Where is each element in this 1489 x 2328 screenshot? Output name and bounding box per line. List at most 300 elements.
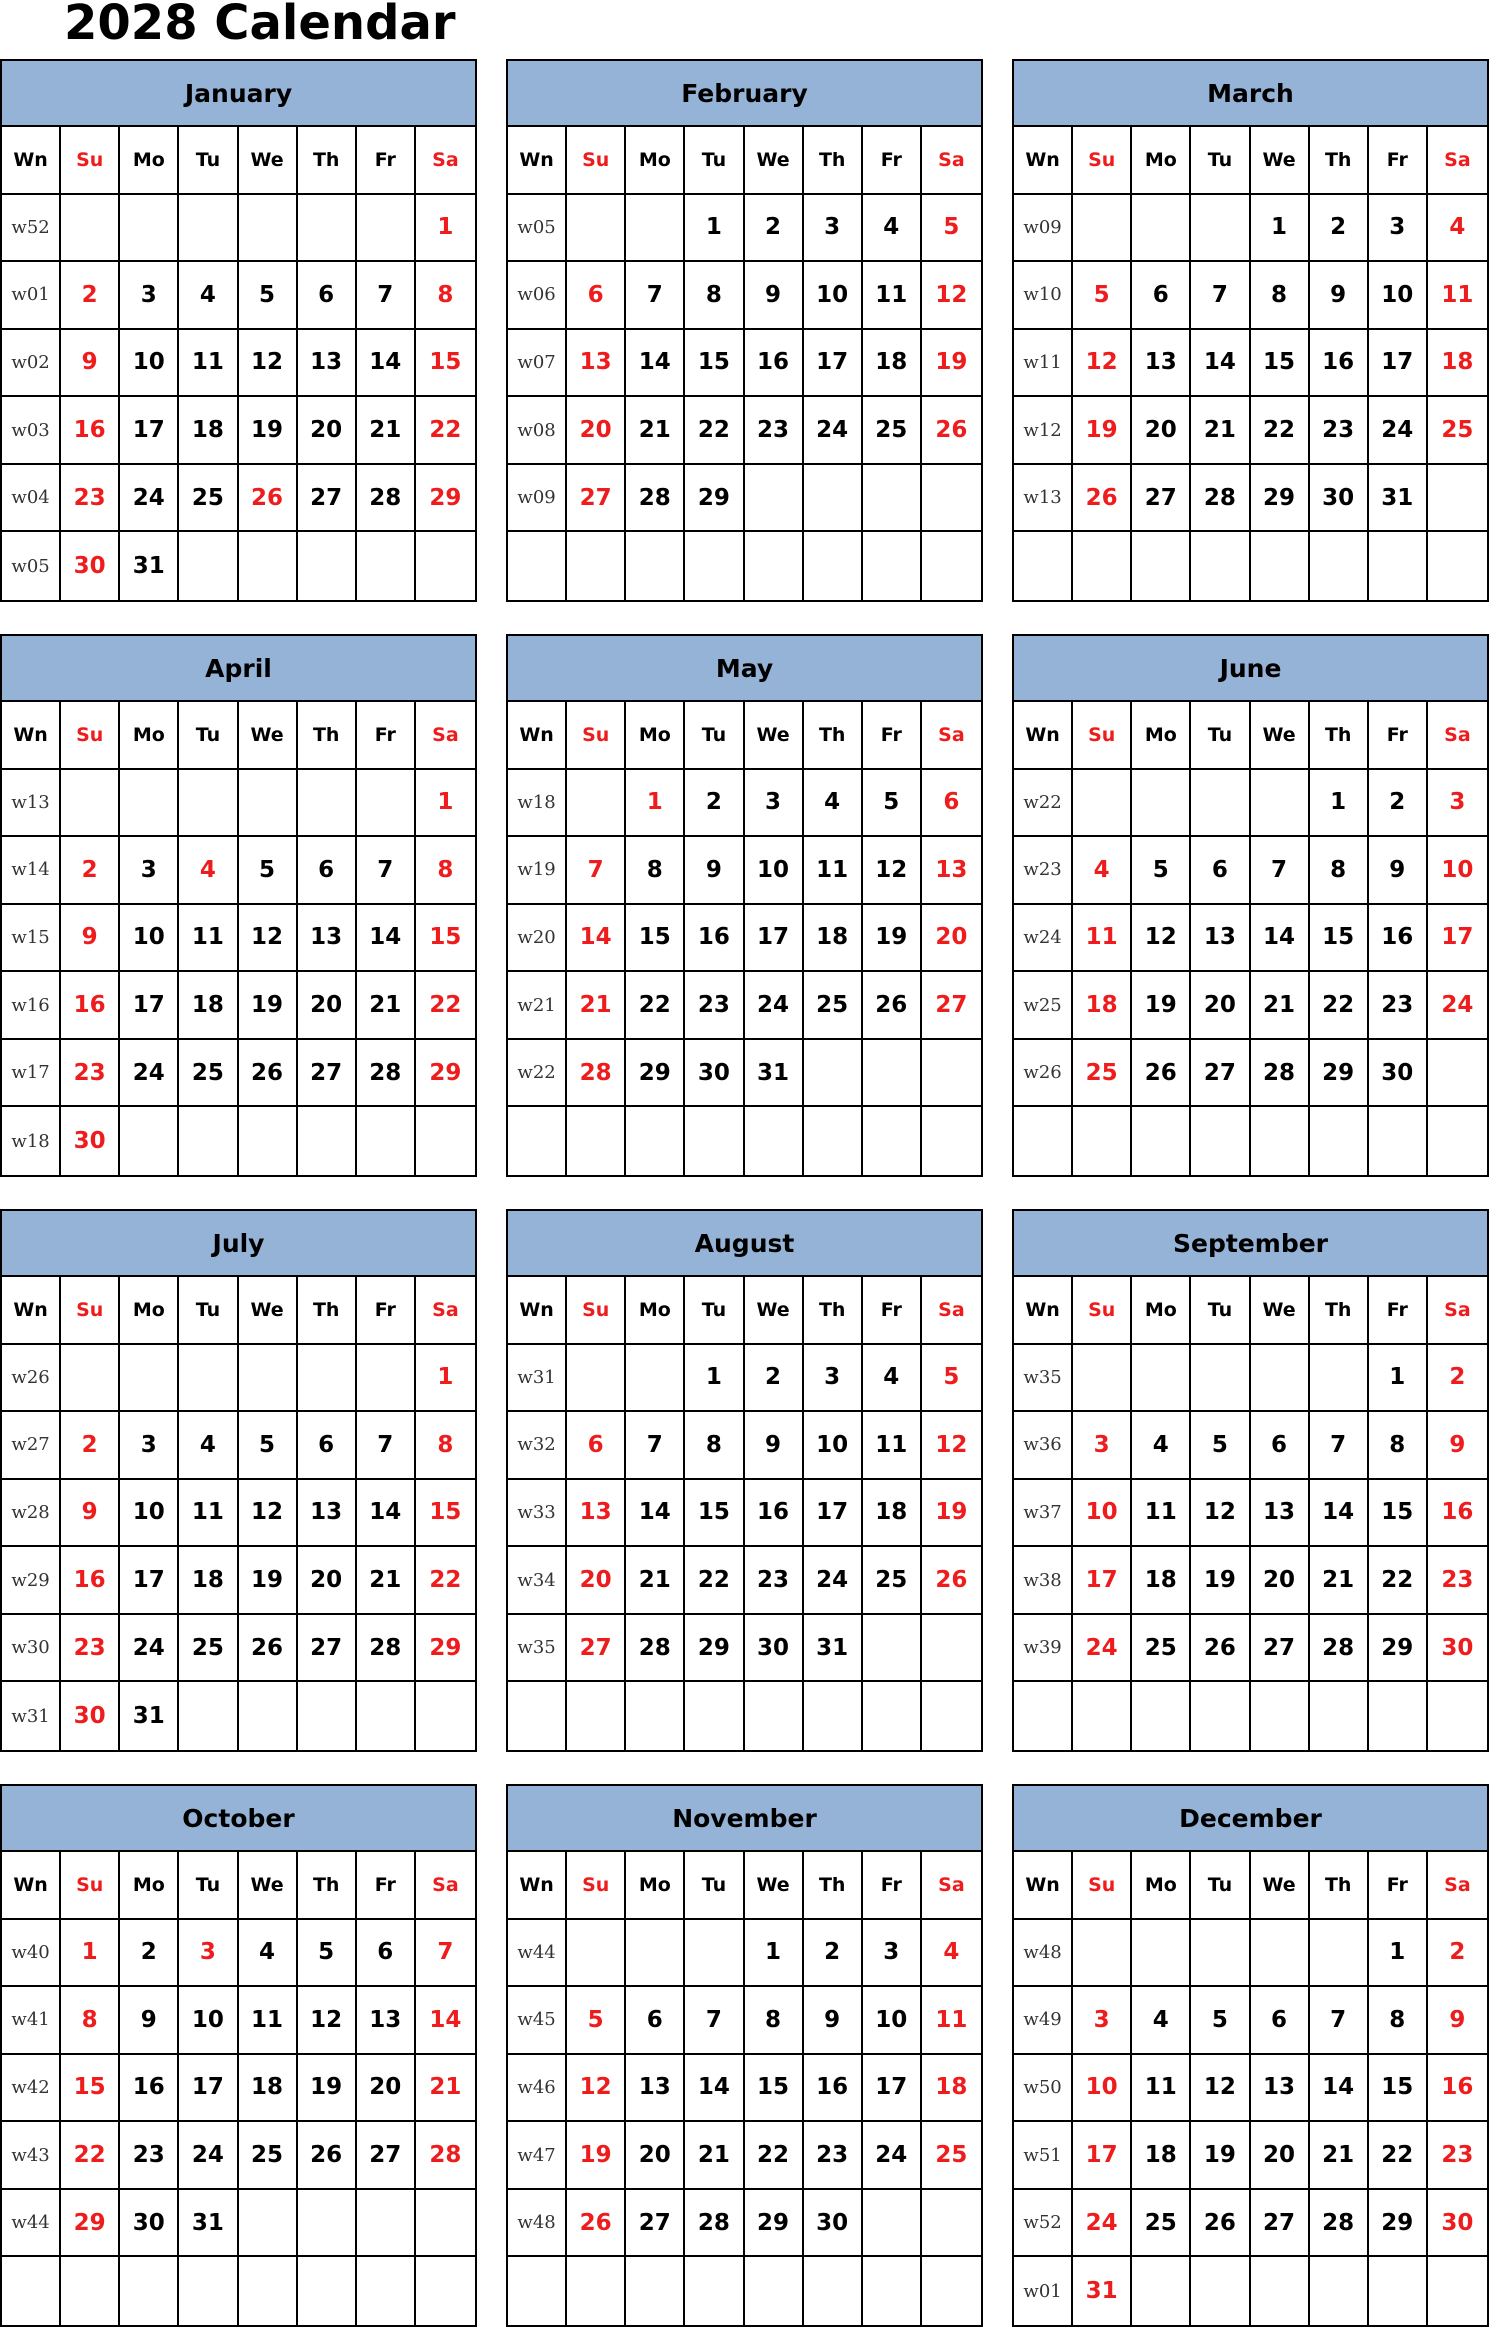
weekday-header: Su bbox=[61, 1277, 120, 1345]
day-cell: 20 bbox=[1251, 1547, 1310, 1615]
weekday-header: Sa bbox=[416, 1852, 475, 1920]
day-cell: 7 bbox=[1251, 837, 1310, 905]
empty-cell bbox=[357, 770, 416, 838]
month-days-grid bbox=[508, 702, 981, 1175]
weekday-header: Wn bbox=[1014, 127, 1073, 195]
weekday-header: Su bbox=[61, 1852, 120, 1920]
week-number: w35 bbox=[508, 1615, 567, 1683]
empty-cell bbox=[1428, 1682, 1487, 1750]
day-cell: 27 bbox=[1251, 1615, 1310, 1683]
week-number: w36 bbox=[1014, 1412, 1073, 1480]
day-cell: 2 bbox=[685, 770, 744, 838]
empty-cell bbox=[1073, 195, 1132, 263]
day-cell: 12 bbox=[1191, 2055, 1250, 2123]
day-cell: 11 bbox=[179, 330, 238, 398]
week-number bbox=[508, 532, 567, 600]
day-cell: 29 bbox=[416, 465, 475, 533]
day-cell: 11 bbox=[1073, 905, 1132, 973]
weekday-header: Tu bbox=[179, 1277, 238, 1345]
day-cell: 2 bbox=[804, 1920, 863, 1988]
day-cell: 19 bbox=[239, 397, 298, 465]
weekday-header: Th bbox=[1310, 702, 1369, 770]
month-days-grid bbox=[1014, 1852, 1487, 2325]
month-days-grid bbox=[1014, 1277, 1487, 1750]
day-cell: 18 bbox=[1428, 330, 1487, 398]
day-cell: 5 bbox=[1191, 1987, 1250, 2055]
empty-cell bbox=[626, 532, 685, 600]
week-number: w20 bbox=[508, 905, 567, 973]
week-number: w48 bbox=[508, 2190, 567, 2258]
day-cell: 9 bbox=[685, 837, 744, 905]
day-cell: 26 bbox=[922, 1547, 981, 1615]
day-cell: 1 bbox=[416, 770, 475, 838]
day-cell: 16 bbox=[1310, 330, 1369, 398]
day-cell: 24 bbox=[1073, 1615, 1132, 1683]
day-cell: 1 bbox=[416, 1345, 475, 1413]
empty-cell bbox=[239, 195, 298, 263]
day-cell: 9 bbox=[745, 1412, 804, 1480]
day-cell: 7 bbox=[357, 262, 416, 330]
day-cell: 4 bbox=[239, 1920, 298, 1988]
weekday-header: We bbox=[745, 127, 804, 195]
week-number: w35 bbox=[1014, 1345, 1073, 1413]
day-cell: 20 bbox=[298, 1547, 357, 1615]
empty-cell bbox=[804, 532, 863, 600]
day-cell: 8 bbox=[685, 1412, 744, 1480]
day-cell: 6 bbox=[298, 837, 357, 905]
day-cell: 19 bbox=[922, 330, 981, 398]
day-cell: 23 bbox=[120, 2122, 179, 2190]
month-title: April bbox=[2, 636, 475, 702]
empty-cell bbox=[416, 1682, 475, 1750]
week-number: w26 bbox=[1014, 1040, 1073, 1108]
week-number: w29 bbox=[2, 1547, 61, 1615]
empty-cell bbox=[922, 1040, 981, 1108]
day-cell: 10 bbox=[120, 905, 179, 973]
day-cell: 2 bbox=[61, 262, 120, 330]
weekday-header: Mo bbox=[120, 127, 179, 195]
day-cell: 17 bbox=[804, 330, 863, 398]
day-cell: 2 bbox=[1369, 770, 1428, 838]
weekday-header: Wn bbox=[508, 127, 567, 195]
month-april bbox=[0, 634, 477, 1177]
day-cell: 22 bbox=[416, 972, 475, 1040]
empty-cell bbox=[626, 195, 685, 263]
empty-cell bbox=[1073, 1107, 1132, 1175]
empty-cell bbox=[1191, 1107, 1250, 1175]
day-cell: 21 bbox=[357, 972, 416, 1040]
day-cell: 14 bbox=[567, 905, 626, 973]
empty-cell bbox=[1132, 2257, 1191, 2325]
day-cell: 31 bbox=[120, 1682, 179, 1750]
empty-cell bbox=[1073, 770, 1132, 838]
empty-cell bbox=[1428, 532, 1487, 600]
day-cell: 17 bbox=[1073, 2122, 1132, 2190]
day-cell: 2 bbox=[120, 1920, 179, 1988]
empty-cell bbox=[863, 1107, 922, 1175]
day-cell: 28 bbox=[357, 465, 416, 533]
week-number: w47 bbox=[508, 2122, 567, 2190]
week-number: w52 bbox=[1014, 2190, 1073, 2258]
day-cell: 5 bbox=[1132, 837, 1191, 905]
empty-cell bbox=[1191, 1345, 1250, 1413]
empty-cell bbox=[179, 1682, 238, 1750]
day-cell: 10 bbox=[120, 1480, 179, 1548]
week-number: w39 bbox=[1014, 1615, 1073, 1683]
day-cell: 13 bbox=[298, 330, 357, 398]
day-cell: 4 bbox=[1132, 1987, 1191, 2055]
day-cell: 23 bbox=[1369, 972, 1428, 1040]
day-cell: 6 bbox=[626, 1987, 685, 2055]
empty-cell bbox=[863, 532, 922, 600]
empty-cell bbox=[1132, 1920, 1191, 1988]
day-cell: 28 bbox=[416, 2122, 475, 2190]
empty-cell bbox=[1132, 1682, 1191, 1750]
empty-cell bbox=[1310, 532, 1369, 600]
empty-cell bbox=[298, 195, 357, 263]
empty-cell bbox=[61, 1345, 120, 1413]
day-cell: 16 bbox=[745, 1480, 804, 1548]
empty-cell bbox=[1310, 2257, 1369, 2325]
month-june bbox=[1012, 634, 1489, 1177]
empty-cell bbox=[120, 1107, 179, 1175]
week-number: w03 bbox=[2, 397, 61, 465]
empty-cell bbox=[804, 465, 863, 533]
day-cell: 20 bbox=[1191, 972, 1250, 1040]
day-cell: 30 bbox=[745, 1615, 804, 1683]
day-cell: 21 bbox=[357, 397, 416, 465]
weekday-header: Sa bbox=[416, 702, 475, 770]
day-cell: 12 bbox=[922, 1412, 981, 1480]
empty-cell bbox=[745, 1107, 804, 1175]
day-cell: 13 bbox=[1251, 2055, 1310, 2123]
month-september bbox=[1012, 1209, 1489, 1752]
day-cell: 21 bbox=[1310, 1547, 1369, 1615]
day-cell: 7 bbox=[357, 1412, 416, 1480]
day-cell: 25 bbox=[1428, 397, 1487, 465]
weekday-header: Mo bbox=[120, 1852, 179, 1920]
week-number: w33 bbox=[508, 1480, 567, 1548]
month-days-grid bbox=[2, 127, 475, 600]
day-cell: 14 bbox=[1191, 330, 1250, 398]
empty-cell bbox=[922, 1107, 981, 1175]
weekday-header: We bbox=[239, 702, 298, 770]
day-cell: 16 bbox=[61, 1547, 120, 1615]
day-cell: 26 bbox=[567, 2190, 626, 2258]
day-cell: 25 bbox=[1132, 2190, 1191, 2258]
empty-cell bbox=[922, 465, 981, 533]
day-cell: 5 bbox=[239, 262, 298, 330]
weekday-header: Su bbox=[1073, 127, 1132, 195]
week-number: w05 bbox=[508, 195, 567, 263]
empty-cell bbox=[626, 1682, 685, 1750]
day-cell: 25 bbox=[179, 1040, 238, 1108]
day-cell: 28 bbox=[1251, 1040, 1310, 1108]
day-cell: 22 bbox=[1310, 972, 1369, 1040]
week-number: w13 bbox=[2, 770, 61, 838]
empty-cell bbox=[239, 2190, 298, 2258]
empty-cell bbox=[357, 2257, 416, 2325]
empty-cell bbox=[416, 532, 475, 600]
day-cell: 9 bbox=[61, 905, 120, 973]
day-cell: 31 bbox=[745, 1040, 804, 1108]
weekday-header: Tu bbox=[179, 127, 238, 195]
day-cell: 8 bbox=[1251, 262, 1310, 330]
day-cell: 22 bbox=[416, 397, 475, 465]
day-cell: 8 bbox=[416, 837, 475, 905]
week-number: w16 bbox=[2, 972, 61, 1040]
day-cell: 25 bbox=[179, 465, 238, 533]
month-july bbox=[0, 1209, 477, 1752]
month-title: February bbox=[508, 61, 981, 127]
day-cell: 24 bbox=[1369, 397, 1428, 465]
day-cell: 22 bbox=[1369, 2122, 1428, 2190]
day-cell: 13 bbox=[298, 905, 357, 973]
weekday-header: Tu bbox=[685, 1852, 744, 1920]
empty-cell bbox=[863, 1615, 922, 1683]
day-cell: 16 bbox=[120, 2055, 179, 2123]
empty-cell bbox=[1251, 1682, 1310, 1750]
empty-cell bbox=[863, 2257, 922, 2325]
day-cell: 13 bbox=[922, 837, 981, 905]
day-cell: 5 bbox=[922, 1345, 981, 1413]
day-cell: 6 bbox=[922, 770, 981, 838]
day-cell: 13 bbox=[567, 330, 626, 398]
day-cell: 10 bbox=[1073, 2055, 1132, 2123]
empty-cell bbox=[922, 2257, 981, 2325]
day-cell: 20 bbox=[1132, 397, 1191, 465]
day-cell: 14 bbox=[357, 1480, 416, 1548]
day-cell: 27 bbox=[298, 1615, 357, 1683]
day-cell: 2 bbox=[745, 1345, 804, 1413]
day-cell: 18 bbox=[1132, 1547, 1191, 1615]
empty-cell bbox=[1132, 1345, 1191, 1413]
weekday-header: Mo bbox=[120, 1277, 179, 1345]
day-cell: 27 bbox=[298, 1040, 357, 1108]
month-days-grid bbox=[1014, 127, 1487, 600]
day-cell: 16 bbox=[61, 972, 120, 1040]
day-cell: 15 bbox=[685, 330, 744, 398]
day-cell: 30 bbox=[685, 1040, 744, 1108]
day-cell: 4 bbox=[863, 1345, 922, 1413]
empty-cell bbox=[685, 1107, 744, 1175]
week-number: w05 bbox=[2, 532, 61, 600]
empty-cell bbox=[357, 1107, 416, 1175]
day-cell: 21 bbox=[1191, 397, 1250, 465]
day-cell: 25 bbox=[863, 397, 922, 465]
day-cell: 6 bbox=[298, 1412, 357, 1480]
weekday-header: Wn bbox=[2, 702, 61, 770]
day-cell: 9 bbox=[120, 1987, 179, 2055]
day-cell: 23 bbox=[61, 1040, 120, 1108]
month-days-grid bbox=[2, 1277, 475, 1750]
day-cell: 15 bbox=[61, 2055, 120, 2123]
week-number: w19 bbox=[508, 837, 567, 905]
day-cell: 24 bbox=[1073, 2190, 1132, 2258]
empty-cell bbox=[179, 1107, 238, 1175]
weekday-header: We bbox=[1251, 1277, 1310, 1345]
empty-cell bbox=[922, 1615, 981, 1683]
empty-cell bbox=[685, 1920, 744, 1988]
day-cell: 29 bbox=[1251, 465, 1310, 533]
day-cell: 11 bbox=[1132, 1480, 1191, 1548]
day-cell: 1 bbox=[1369, 1345, 1428, 1413]
weekday-header: Fr bbox=[1369, 127, 1428, 195]
weekday-header: Tu bbox=[685, 127, 744, 195]
day-cell: 10 bbox=[804, 1412, 863, 1480]
day-cell: 30 bbox=[1310, 465, 1369, 533]
weekday-header: Wn bbox=[1014, 1277, 1073, 1345]
day-cell: 24 bbox=[120, 1040, 179, 1108]
week-number: w49 bbox=[1014, 1987, 1073, 2055]
day-cell: 30 bbox=[1428, 2190, 1487, 2258]
day-cell: 13 bbox=[1132, 330, 1191, 398]
day-cell: 18 bbox=[179, 1547, 238, 1615]
empty-cell bbox=[179, 770, 238, 838]
weekday-header: We bbox=[745, 1277, 804, 1345]
week-number: w01 bbox=[2, 262, 61, 330]
day-cell: 19 bbox=[239, 972, 298, 1040]
day-cell: 24 bbox=[804, 397, 863, 465]
month-november bbox=[506, 1784, 983, 2327]
day-cell: 14 bbox=[1251, 905, 1310, 973]
weekday-header: Tu bbox=[1191, 1852, 1250, 1920]
day-cell: 4 bbox=[179, 837, 238, 905]
empty-cell bbox=[298, 1107, 357, 1175]
month-title: September bbox=[1014, 1211, 1487, 1277]
empty-cell bbox=[357, 532, 416, 600]
day-cell: 17 bbox=[120, 1547, 179, 1615]
empty-cell bbox=[745, 2257, 804, 2325]
day-cell: 2 bbox=[745, 195, 804, 263]
empty-cell bbox=[685, 1682, 744, 1750]
day-cell: 9 bbox=[745, 262, 804, 330]
day-cell: 14 bbox=[685, 2055, 744, 2123]
day-cell: 20 bbox=[298, 972, 357, 1040]
day-cell: 16 bbox=[804, 2055, 863, 2123]
day-cell: 29 bbox=[1369, 2190, 1428, 2258]
empty-cell bbox=[1369, 532, 1428, 600]
empty-cell bbox=[1191, 1920, 1250, 1988]
day-cell: 29 bbox=[745, 2190, 804, 2258]
empty-cell bbox=[298, 532, 357, 600]
empty-cell bbox=[1310, 1682, 1369, 1750]
empty-cell bbox=[298, 770, 357, 838]
day-cell: 29 bbox=[626, 1040, 685, 1108]
empty-cell bbox=[1369, 2257, 1428, 2325]
day-cell: 11 bbox=[804, 837, 863, 905]
day-cell: 23 bbox=[61, 465, 120, 533]
day-cell: 27 bbox=[1251, 2190, 1310, 2258]
week-number: w48 bbox=[1014, 1920, 1073, 1988]
empty-cell bbox=[804, 1040, 863, 1108]
day-cell: 23 bbox=[745, 1547, 804, 1615]
month-days-grid bbox=[2, 702, 475, 1175]
month-days-grid bbox=[508, 1277, 981, 1750]
day-cell: 9 bbox=[804, 1987, 863, 2055]
empty-cell bbox=[1132, 195, 1191, 263]
week-number: w46 bbox=[508, 2055, 567, 2123]
weekday-header: Tu bbox=[1191, 1277, 1250, 1345]
day-cell: 30 bbox=[61, 1682, 120, 1750]
day-cell: 22 bbox=[1251, 397, 1310, 465]
day-cell: 12 bbox=[567, 2055, 626, 2123]
day-cell: 5 bbox=[1191, 1412, 1250, 1480]
day-cell: 21 bbox=[1251, 972, 1310, 1040]
weekday-header: Wn bbox=[2, 127, 61, 195]
week-number: w09 bbox=[508, 465, 567, 533]
day-cell: 3 bbox=[804, 1345, 863, 1413]
day-cell: 3 bbox=[120, 262, 179, 330]
weekday-header: Mo bbox=[626, 1277, 685, 1345]
day-cell: 19 bbox=[1073, 397, 1132, 465]
day-cell: 26 bbox=[239, 1615, 298, 1683]
day-cell: 28 bbox=[1310, 1615, 1369, 1683]
day-cell: 15 bbox=[1369, 1480, 1428, 1548]
day-cell: 16 bbox=[1369, 905, 1428, 973]
day-cell: 9 bbox=[1369, 837, 1428, 905]
day-cell: 25 bbox=[1132, 1615, 1191, 1683]
weekday-header: Fr bbox=[1369, 1277, 1428, 1345]
day-cell: 5 bbox=[922, 195, 981, 263]
month-title: March bbox=[1014, 61, 1487, 127]
week-number: w27 bbox=[2, 1412, 61, 1480]
week-number: w31 bbox=[2, 1682, 61, 1750]
day-cell: 18 bbox=[863, 330, 922, 398]
day-cell: 23 bbox=[1428, 2122, 1487, 2190]
day-cell: 27 bbox=[1191, 1040, 1250, 1108]
empty-cell bbox=[179, 532, 238, 600]
week-number bbox=[2, 2257, 61, 2325]
empty-cell bbox=[922, 1682, 981, 1750]
day-cell: 14 bbox=[1310, 2055, 1369, 2123]
day-cell: 19 bbox=[1191, 2122, 1250, 2190]
day-cell: 17 bbox=[120, 972, 179, 1040]
week-number bbox=[508, 2257, 567, 2325]
day-cell: 8 bbox=[416, 1412, 475, 1480]
month-title: January bbox=[2, 61, 475, 127]
day-cell: 5 bbox=[298, 1920, 357, 1988]
week-number bbox=[1014, 532, 1073, 600]
day-cell: 3 bbox=[120, 1412, 179, 1480]
week-number: w44 bbox=[508, 1920, 567, 1988]
day-cell: 21 bbox=[1310, 2122, 1369, 2190]
day-cell: 5 bbox=[239, 837, 298, 905]
week-number: w22 bbox=[508, 1040, 567, 1108]
day-cell: 11 bbox=[179, 1480, 238, 1548]
day-cell: 29 bbox=[416, 1615, 475, 1683]
day-cell: 2 bbox=[61, 1412, 120, 1480]
week-number: w18 bbox=[2, 1107, 61, 1175]
day-cell: 22 bbox=[626, 972, 685, 1040]
weekday-header: Wn bbox=[508, 1852, 567, 1920]
day-cell: 2 bbox=[61, 837, 120, 905]
weekday-header: Sa bbox=[922, 1277, 981, 1345]
empty-cell bbox=[567, 770, 626, 838]
empty-cell bbox=[922, 532, 981, 600]
weekday-header: Th bbox=[298, 702, 357, 770]
empty-cell bbox=[567, 1920, 626, 1988]
day-cell: 23 bbox=[1428, 1547, 1487, 1615]
day-cell: 17 bbox=[120, 397, 179, 465]
week-number: w31 bbox=[508, 1345, 567, 1413]
day-cell: 28 bbox=[626, 1615, 685, 1683]
day-cell: 31 bbox=[179, 2190, 238, 2258]
weekday-header: Tu bbox=[685, 1277, 744, 1345]
weekday-header: Fr bbox=[357, 702, 416, 770]
week-number bbox=[508, 1107, 567, 1175]
day-cell: 3 bbox=[1428, 770, 1487, 838]
